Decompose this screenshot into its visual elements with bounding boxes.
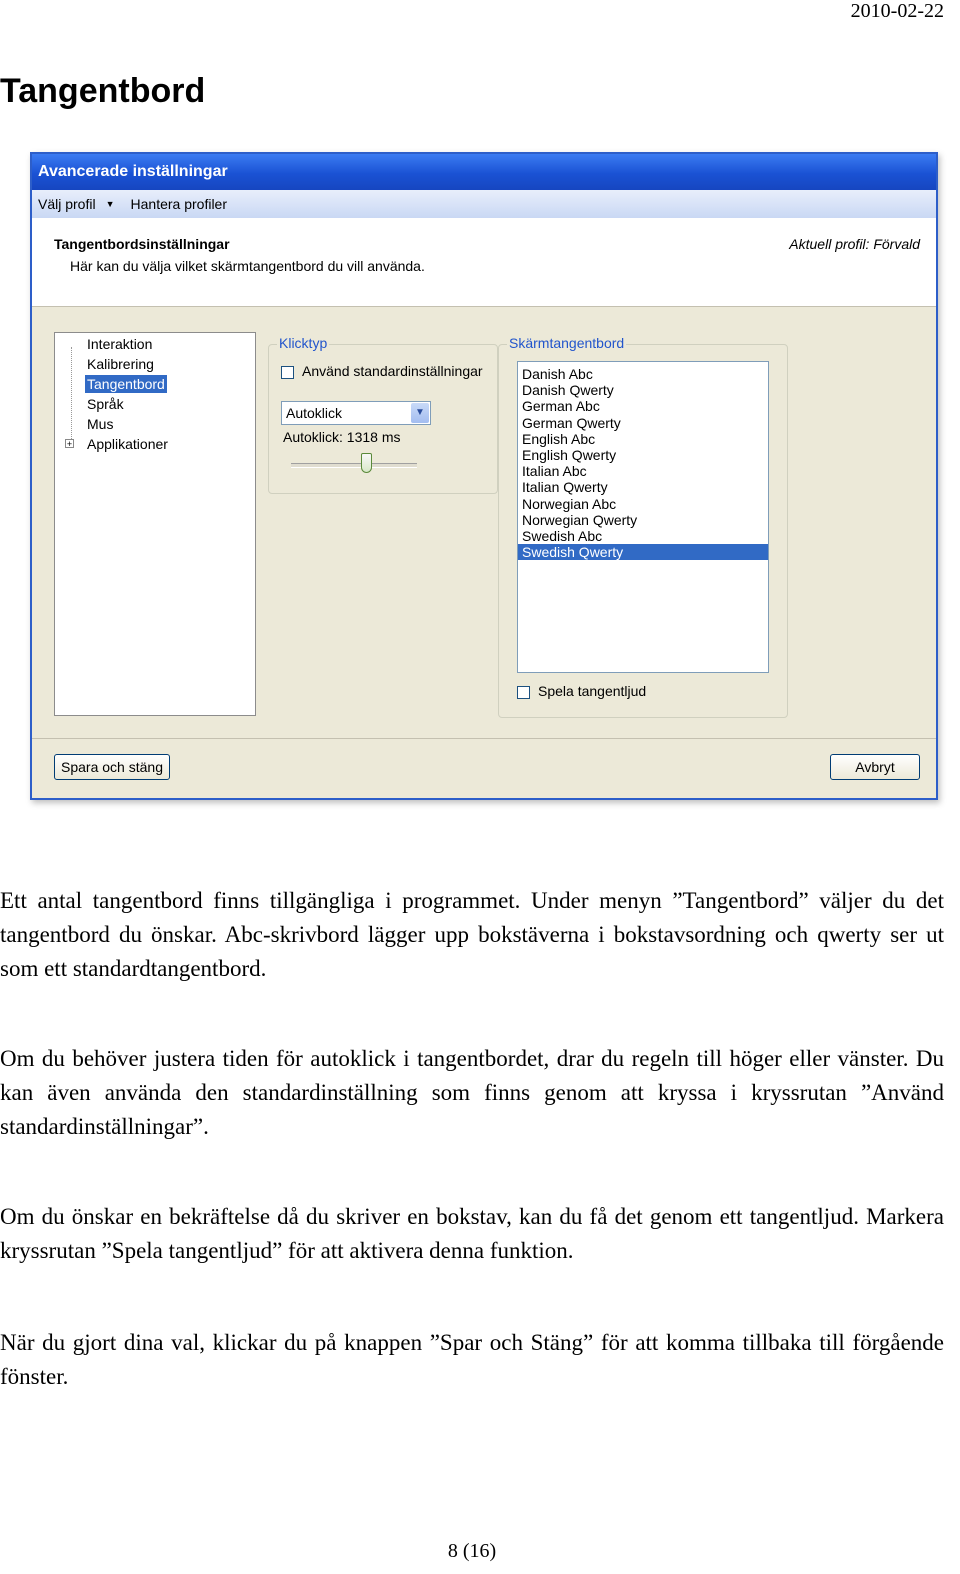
category-tree (54, 332, 256, 716)
save-close-button[interactable]: Spara och stäng (54, 754, 170, 780)
paragraph-3: Om du önskar en bekräftelse då du skriver en bokstav, kan du få det genom ett tangentljud. Markera kryssrutan ”Spela tangentljud” för att aktivera denna funktion. (0, 1204, 944, 1263)
menu-profile[interactable]: Välj profil ▼ (38, 190, 115, 218)
chevron-down-icon[interactable]: ▼ (411, 403, 429, 423)
tree-item-tangentbord[interactable]: Tangentbord (87, 376, 165, 392)
settings-window (30, 152, 938, 800)
list-item[interactable]: Italian Abc (522, 463, 587, 480)
page-number: 8 (16) (447, 1540, 497, 1562)
clicktype-combo-value: Autoklick (286, 405, 343, 421)
footer-divider (32, 738, 936, 739)
key-sound-option[interactable] (517, 683, 646, 699)
current-profile: Aktuell profil: Förvald (789, 236, 920, 252)
expand-plus-icon[interactable]: + (66, 439, 73, 449)
list-item[interactable]: Danish Qwerty (522, 382, 614, 399)
keyboard-group (498, 335, 788, 718)
clicktype-combo[interactable] (281, 401, 431, 425)
window-titlebar[interactable]: Avancerade inställningar (32, 154, 936, 190)
clicktype-title: Klicktyp (279, 335, 328, 351)
autoclick-label: Autoklick: 1318 ms (283, 429, 401, 445)
list-item[interactable]: English Abc (522, 430, 596, 447)
list-item[interactable]: Norwegian Abc (522, 495, 617, 512)
page-heading: Tangentbord (0, 72, 206, 110)
tree-line (71, 347, 73, 447)
list-item[interactable]: Swedish Abc (522, 527, 603, 544)
list-item[interactable]: German Abc (522, 398, 600, 415)
header-description: Här kan du välja vilket skärmtangentbord du vill använda. (70, 258, 425, 274)
default-settings-checkbox[interactable] (281, 366, 294, 379)
list-item-selected[interactable]: Swedish Qwerty (518, 544, 768, 560)
tree-item-interaktion[interactable]: Interaktion (87, 336, 153, 352)
default-settings-label: Använd standardinställningar (302, 363, 483, 379)
dropdown-arrow-icon: ▼ (105, 199, 115, 209)
key-sound-checkbox[interactable] (517, 686, 530, 699)
tree-item-kalibrering[interactable]: Kalibrering (87, 356, 154, 372)
list-item[interactable]: English Qwerty (522, 446, 617, 463)
key-sound-label: Spela tangentljud (538, 683, 647, 699)
paragraph-1: Ett antal tangentbord finns tillgängliga i programmet. Under menyn ”Tangentbord” väljer du det tangentbord du önskar. Abc-skrivbord lägger upp bokstäverna i bokstavsordning och qwerty ser ut som ett standardtangentbord. (0, 888, 944, 981)
paragraph-4: När du gjort dina val, klickar du på knappen ”Spar och Stäng” för att komma tillbaka till förgående fönster. (0, 1330, 944, 1389)
list-item[interactable]: Danish Abc (522, 366, 593, 382)
autoclick-slider-thumb[interactable] (361, 453, 372, 473)
list-item[interactable]: Italian Qwerty (522, 479, 608, 496)
list-item[interactable]: Norwegian Qwerty (522, 511, 638, 528)
document-date: 2010-02-22 (850, 0, 944, 22)
menu-manage-profiles[interactable]: Hantera profiler (130, 196, 228, 212)
header-title: Tangentbordsinställningar (54, 236, 230, 252)
list-item[interactable]: German Qwerty (522, 414, 621, 431)
tree-item-mus[interactable]: Mus (87, 416, 114, 432)
keyboard-title: Skärmtangentbord (509, 335, 625, 351)
autoclick-slider-track[interactable] (291, 463, 417, 468)
tree-item-sprak[interactable]: Språk (87, 396, 124, 412)
default-settings-option[interactable] (281, 363, 483, 379)
cancel-button[interactable]: Avbryt (830, 754, 920, 780)
keyboard-list[interactable] (517, 361, 769, 673)
tree-item-applikationer[interactable]: Applikationer (87, 436, 168, 452)
settings-header (32, 218, 936, 307)
paragraph-2: Om du behöver justera tiden för autoklick i tangentbordet, drar du regeln till höger eller vänster. Du kan även använda den standardinställning som finns genom att kryssa i kryssrutan ”Använd standardinställningar”. (0, 1046, 944, 1139)
menu-bar (32, 190, 936, 219)
clicktype-group (268, 335, 498, 494)
